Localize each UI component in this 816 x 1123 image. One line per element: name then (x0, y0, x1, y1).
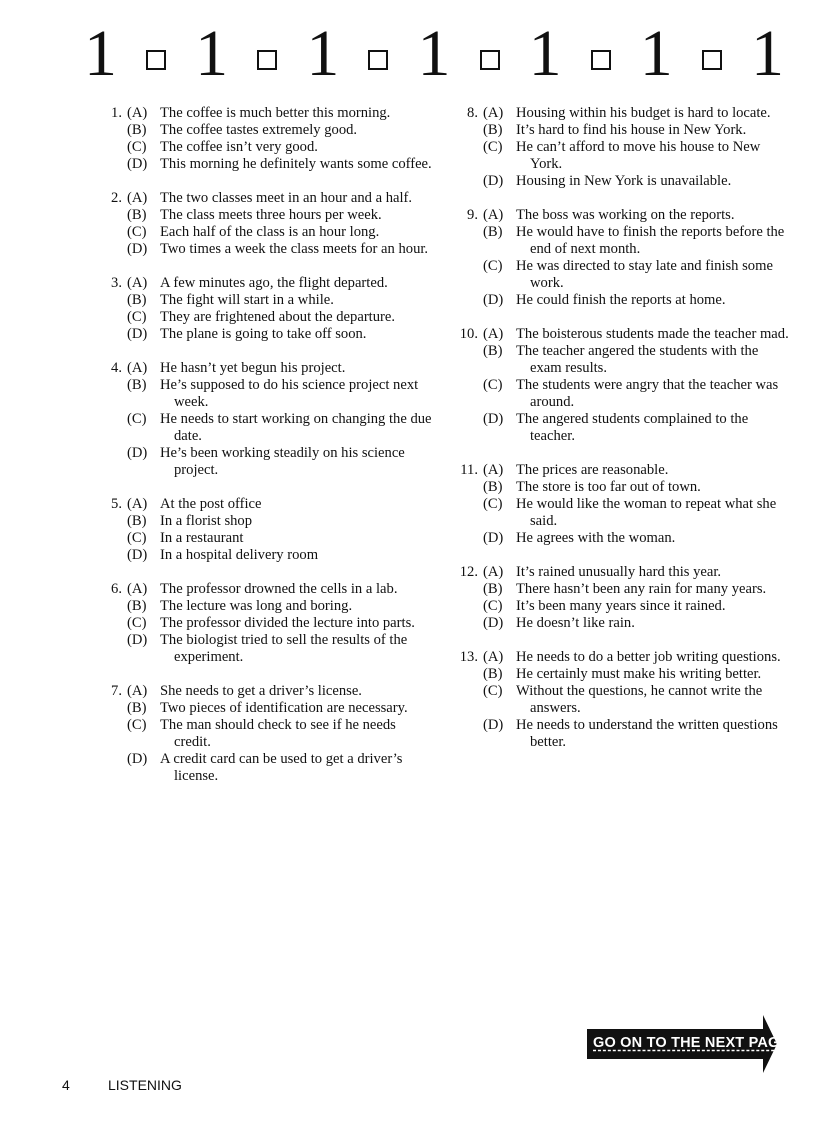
question-number (96, 377, 127, 411)
section-digit: 1 (306, 17, 340, 90)
question-item (452, 564, 792, 632)
answer-option (452, 564, 792, 581)
next-page-indicator (587, 1015, 790, 1073)
page-footer (62, 1077, 182, 1093)
section-digit: 1 (639, 17, 673, 90)
option-text: The boss was working on the reports. (516, 207, 735, 223)
option-text: He needs to start working on changing the due date. (160, 411, 432, 444)
question-number (452, 139, 483, 173)
option-letter: (B) (483, 479, 503, 495)
question-number (96, 632, 127, 666)
question-number (96, 547, 127, 564)
page-number: 4 (62, 1077, 70, 1093)
option-text: This morning he definitely wants some coffee. (160, 156, 432, 172)
option-text: Housing in New York is unavailable. (516, 173, 732, 189)
question-number: 11. (460, 462, 478, 478)
answer-option (452, 530, 792, 547)
option-letter: (C) (483, 377, 503, 393)
question-number (452, 343, 483, 377)
option-text: The store is too far out of town. (516, 479, 701, 495)
question-number (452, 717, 483, 751)
question-number (96, 717, 127, 751)
answer-option (452, 615, 792, 632)
question-number (96, 615, 127, 632)
question-number (452, 666, 483, 683)
square-box-icon (480, 50, 500, 70)
answer-option (96, 717, 436, 751)
next-page-label: GO ON TO THE NEXT PAGE (593, 1035, 790, 1051)
answer-option (96, 156, 436, 173)
option-letter: (B) (127, 377, 147, 393)
question-number: 12. (459, 564, 478, 580)
answer-option (96, 224, 436, 241)
option-letter: (A) (483, 564, 504, 580)
option-text: He doesn’t like rain. (516, 615, 635, 631)
option-text: In a restaurant (160, 530, 244, 546)
answer-option (96, 105, 436, 122)
section-digit: 1 (750, 17, 784, 90)
option-text: The plane is going to take off soon. (160, 326, 367, 342)
question-number: 7. (111, 683, 122, 699)
question-number (96, 224, 127, 241)
answer-option (452, 173, 792, 190)
option-letter: (A) (483, 105, 504, 121)
answer-option (452, 462, 792, 479)
option-letter: (D) (127, 547, 148, 563)
question-number (96, 122, 127, 139)
question-number (96, 700, 127, 717)
answer-option (96, 547, 436, 564)
option-letter: (B) (127, 700, 147, 716)
answer-option (452, 343, 792, 377)
option-letter: (A) (127, 683, 148, 699)
question-number (96, 139, 127, 156)
answer-option (452, 122, 792, 139)
answer-option (452, 105, 792, 122)
answer-option (96, 751, 436, 785)
question-number: 4. (111, 360, 122, 376)
answer-option (96, 190, 436, 207)
answer-option (96, 360, 436, 377)
option-letter: (C) (127, 139, 147, 155)
option-text: He would like the woman to repeat what she said. (516, 496, 777, 529)
answer-option (96, 292, 436, 309)
question-item (96, 581, 436, 666)
answer-option (452, 496, 792, 530)
answer-option (452, 139, 792, 173)
option-letter: (D) (483, 717, 504, 733)
question-number (452, 615, 483, 632)
question-number (452, 479, 483, 496)
option-letter: (C) (127, 530, 147, 546)
answer-option (96, 615, 436, 632)
option-letter: (C) (483, 683, 503, 699)
option-text: He certainly must make his writing better. (516, 666, 762, 682)
question-number (452, 258, 483, 292)
answer-option (96, 632, 436, 666)
option-text: He would have to finish the reports before the end of next month. (516, 224, 785, 257)
answer-option (96, 700, 436, 717)
question-item (452, 649, 792, 751)
option-letter: (A) (127, 496, 148, 512)
option-text: The class meets three hours per week. (160, 207, 382, 223)
square-box-icon (591, 50, 611, 70)
option-letter: (B) (483, 581, 503, 597)
answer-option (96, 309, 436, 326)
question-number: 2. (111, 190, 122, 206)
question-number (452, 292, 483, 309)
option-letter: (A) (483, 207, 504, 223)
question-item (452, 326, 792, 445)
option-text: Two times a week the class meets for an hour. (160, 241, 429, 257)
answer-option (96, 139, 436, 156)
option-text: The two classes meet in an hour and a half. (160, 190, 413, 206)
answer-option (452, 683, 792, 717)
answer-option (452, 207, 792, 224)
option-text: He hasn’t yet begun his project. (160, 360, 346, 376)
option-letter: (B) (483, 122, 503, 138)
option-letter: (B) (483, 343, 503, 359)
option-letter: (D) (483, 173, 504, 189)
answer-option (452, 377, 792, 411)
option-text: It’s rained unusually hard this year. (516, 564, 722, 580)
option-text: The lecture was long and boring. (160, 598, 353, 614)
question-item (96, 275, 436, 343)
option-letter: (D) (127, 445, 148, 461)
option-letter: (C) (483, 139, 503, 155)
question-item (452, 462, 792, 547)
option-letter: (B) (483, 666, 503, 682)
option-letter: (D) (483, 615, 504, 631)
option-letter: (D) (483, 411, 504, 427)
square-box-icon (257, 50, 277, 70)
answer-option (96, 207, 436, 224)
option-text: He could finish the reports at home. (516, 292, 726, 308)
question-number (96, 156, 127, 173)
option-text: The biologist tried to sell the results of the experiment. (160, 632, 408, 665)
question-item (96, 683, 436, 785)
option-text: The coffee tastes extremely good. (160, 122, 358, 138)
option-letter: (D) (483, 292, 504, 308)
option-letter: (C) (127, 411, 147, 427)
option-letter: (A) (127, 360, 148, 376)
option-letter: (C) (483, 258, 503, 274)
question-number: 5. (111, 496, 122, 512)
answer-option (452, 258, 792, 292)
option-text: The students were angry that the teacher was around. (516, 377, 779, 410)
answer-option (96, 411, 436, 445)
option-letter: (A) (127, 581, 148, 597)
option-text: They are frightened about the departure. (160, 309, 396, 325)
answer-option (96, 445, 436, 479)
question-number (452, 411, 483, 445)
option-text: The man should check to see if he needs credit. (160, 717, 396, 750)
question-number (96, 326, 127, 343)
square-box-icon (702, 50, 722, 70)
question-number (452, 224, 483, 258)
option-text: The boisterous students made the teacher mad. (516, 326, 789, 342)
question-number (96, 513, 127, 530)
option-text: He needs to do a better job writing questions. (516, 649, 781, 665)
option-letter: (A) (127, 105, 148, 121)
option-text: He was directed to stay late and finish some work. (516, 258, 773, 291)
questions-column-left (96, 105, 436, 802)
option-text: He’s been working steadily on his science project. (160, 445, 405, 478)
option-text: A few minutes ago, the flight departed. (160, 275, 388, 291)
option-text: The fight will start in a while. (160, 292, 334, 308)
section-header-banner (84, 17, 784, 90)
option-text: The professor divided the lecture into parts. (160, 615, 415, 631)
answer-option (452, 479, 792, 496)
option-letter: (C) (483, 496, 503, 512)
option-letter: (A) (483, 462, 504, 478)
option-text: At the post office (160, 496, 262, 512)
question-number: 3. (111, 275, 122, 291)
square-box-icon (368, 50, 388, 70)
answer-option (452, 224, 792, 258)
answer-option (96, 581, 436, 598)
question-number (96, 411, 127, 445)
option-text: Each half of the class is an hour long. (160, 224, 380, 240)
answer-option (96, 598, 436, 615)
option-text: He needs to understand the written questions better. (516, 717, 778, 750)
question-number: 1. (111, 105, 122, 121)
question-number: 9. (467, 207, 478, 223)
question-number (96, 241, 127, 258)
question-item (452, 207, 792, 309)
question-number: 10. (459, 326, 478, 342)
option-text: He agrees with the woman. (516, 530, 676, 546)
option-letter: (C) (127, 615, 147, 631)
answer-option (96, 496, 436, 513)
answer-option (452, 292, 792, 309)
answer-option (96, 377, 436, 411)
answer-option (452, 411, 792, 445)
question-number (452, 581, 483, 598)
question-item (96, 496, 436, 564)
option-text: The teacher angered the students with the exam results. (516, 343, 759, 376)
option-letter: (B) (127, 598, 147, 614)
option-text: He’s supposed to do his science project next week. (160, 377, 419, 410)
option-text: The coffee isn’t very good. (160, 139, 318, 155)
question-item (96, 105, 436, 173)
answer-option (96, 530, 436, 547)
option-letter: (C) (127, 309, 147, 325)
option-text: The angered students complained to the teacher. (516, 411, 749, 444)
option-text: The professor drowned the cells in a lab. (160, 581, 398, 597)
option-text: A credit card can be used to get a driver’s license. (160, 751, 403, 784)
section-digit: 1 (195, 17, 229, 90)
question-number (96, 530, 127, 547)
option-letter: (B) (127, 207, 147, 223)
question-item (96, 190, 436, 258)
option-letter: (C) (483, 598, 503, 614)
question-item (96, 360, 436, 479)
question-number (452, 496, 483, 530)
section-digit: 1 (417, 17, 451, 90)
answer-option (96, 275, 436, 292)
answer-option (452, 598, 792, 615)
question-number: 13. (459, 649, 478, 665)
option-letter: (A) (127, 190, 148, 206)
square-box-icon (146, 50, 166, 70)
answer-option (96, 683, 436, 700)
option-letter: (D) (127, 326, 148, 342)
option-text: The prices are reasonable. (516, 462, 669, 478)
question-number (96, 207, 127, 224)
question-number (452, 598, 483, 615)
answer-option (452, 581, 792, 598)
question-number (452, 122, 483, 139)
question-number (96, 292, 127, 309)
question-number (452, 377, 483, 411)
section-name: LISTENING (108, 1077, 182, 1093)
option-text: It’s hard to find his house in New York. (516, 122, 747, 138)
question-number: 8. (467, 105, 478, 121)
option-letter: (D) (483, 530, 504, 546)
option-text: In a hospital delivery room (160, 547, 319, 563)
option-letter: (A) (483, 649, 504, 665)
option-letter: (C) (127, 717, 147, 733)
answer-option (452, 717, 792, 751)
option-letter: (B) (127, 292, 147, 308)
question-number (452, 683, 483, 717)
option-text: The coffee is much better this morning. (160, 105, 391, 121)
option-text: It’s been many years since it rained. (516, 598, 726, 614)
question-number (96, 445, 127, 479)
question-number: 6. (111, 581, 122, 597)
question-number (96, 309, 127, 326)
option-text: She needs to get a driver’s license. (160, 683, 362, 699)
option-letter: (D) (127, 156, 148, 172)
question-number (452, 173, 483, 190)
option-text: Two pieces of identification are necessary. (160, 700, 408, 716)
question-number (96, 598, 127, 615)
option-letter: (B) (483, 224, 503, 240)
option-text: Housing within his budget is hard to locate. (516, 105, 771, 121)
question-number (452, 530, 483, 547)
answer-option (96, 122, 436, 139)
section-digit: 1 (84, 17, 117, 90)
option-text: In a florist shop (160, 513, 253, 529)
option-letter: (B) (127, 513, 147, 529)
option-letter: (D) (127, 751, 148, 767)
option-letter: (D) (127, 632, 148, 648)
answer-option (96, 326, 436, 343)
answer-option (96, 241, 436, 258)
option-letter: (C) (127, 224, 147, 240)
answer-option (96, 513, 436, 530)
question-item (452, 105, 792, 190)
option-text: He can’t afford to move his house to New York. (516, 139, 761, 172)
option-letter: (B) (127, 122, 147, 138)
option-text: There hasn’t been any rain for many years. (516, 581, 767, 597)
option-letter: (A) (483, 326, 504, 342)
option-letter: (A) (127, 275, 148, 291)
option-text: Without the questions, he cannot write the answers. (516, 683, 763, 716)
answer-option (452, 666, 792, 683)
section-digit: 1 (528, 17, 562, 90)
answer-option (452, 326, 792, 343)
answer-option (452, 649, 792, 666)
question-number (96, 751, 127, 785)
option-letter: (D) (127, 241, 148, 257)
questions-column-right (452, 105, 792, 768)
